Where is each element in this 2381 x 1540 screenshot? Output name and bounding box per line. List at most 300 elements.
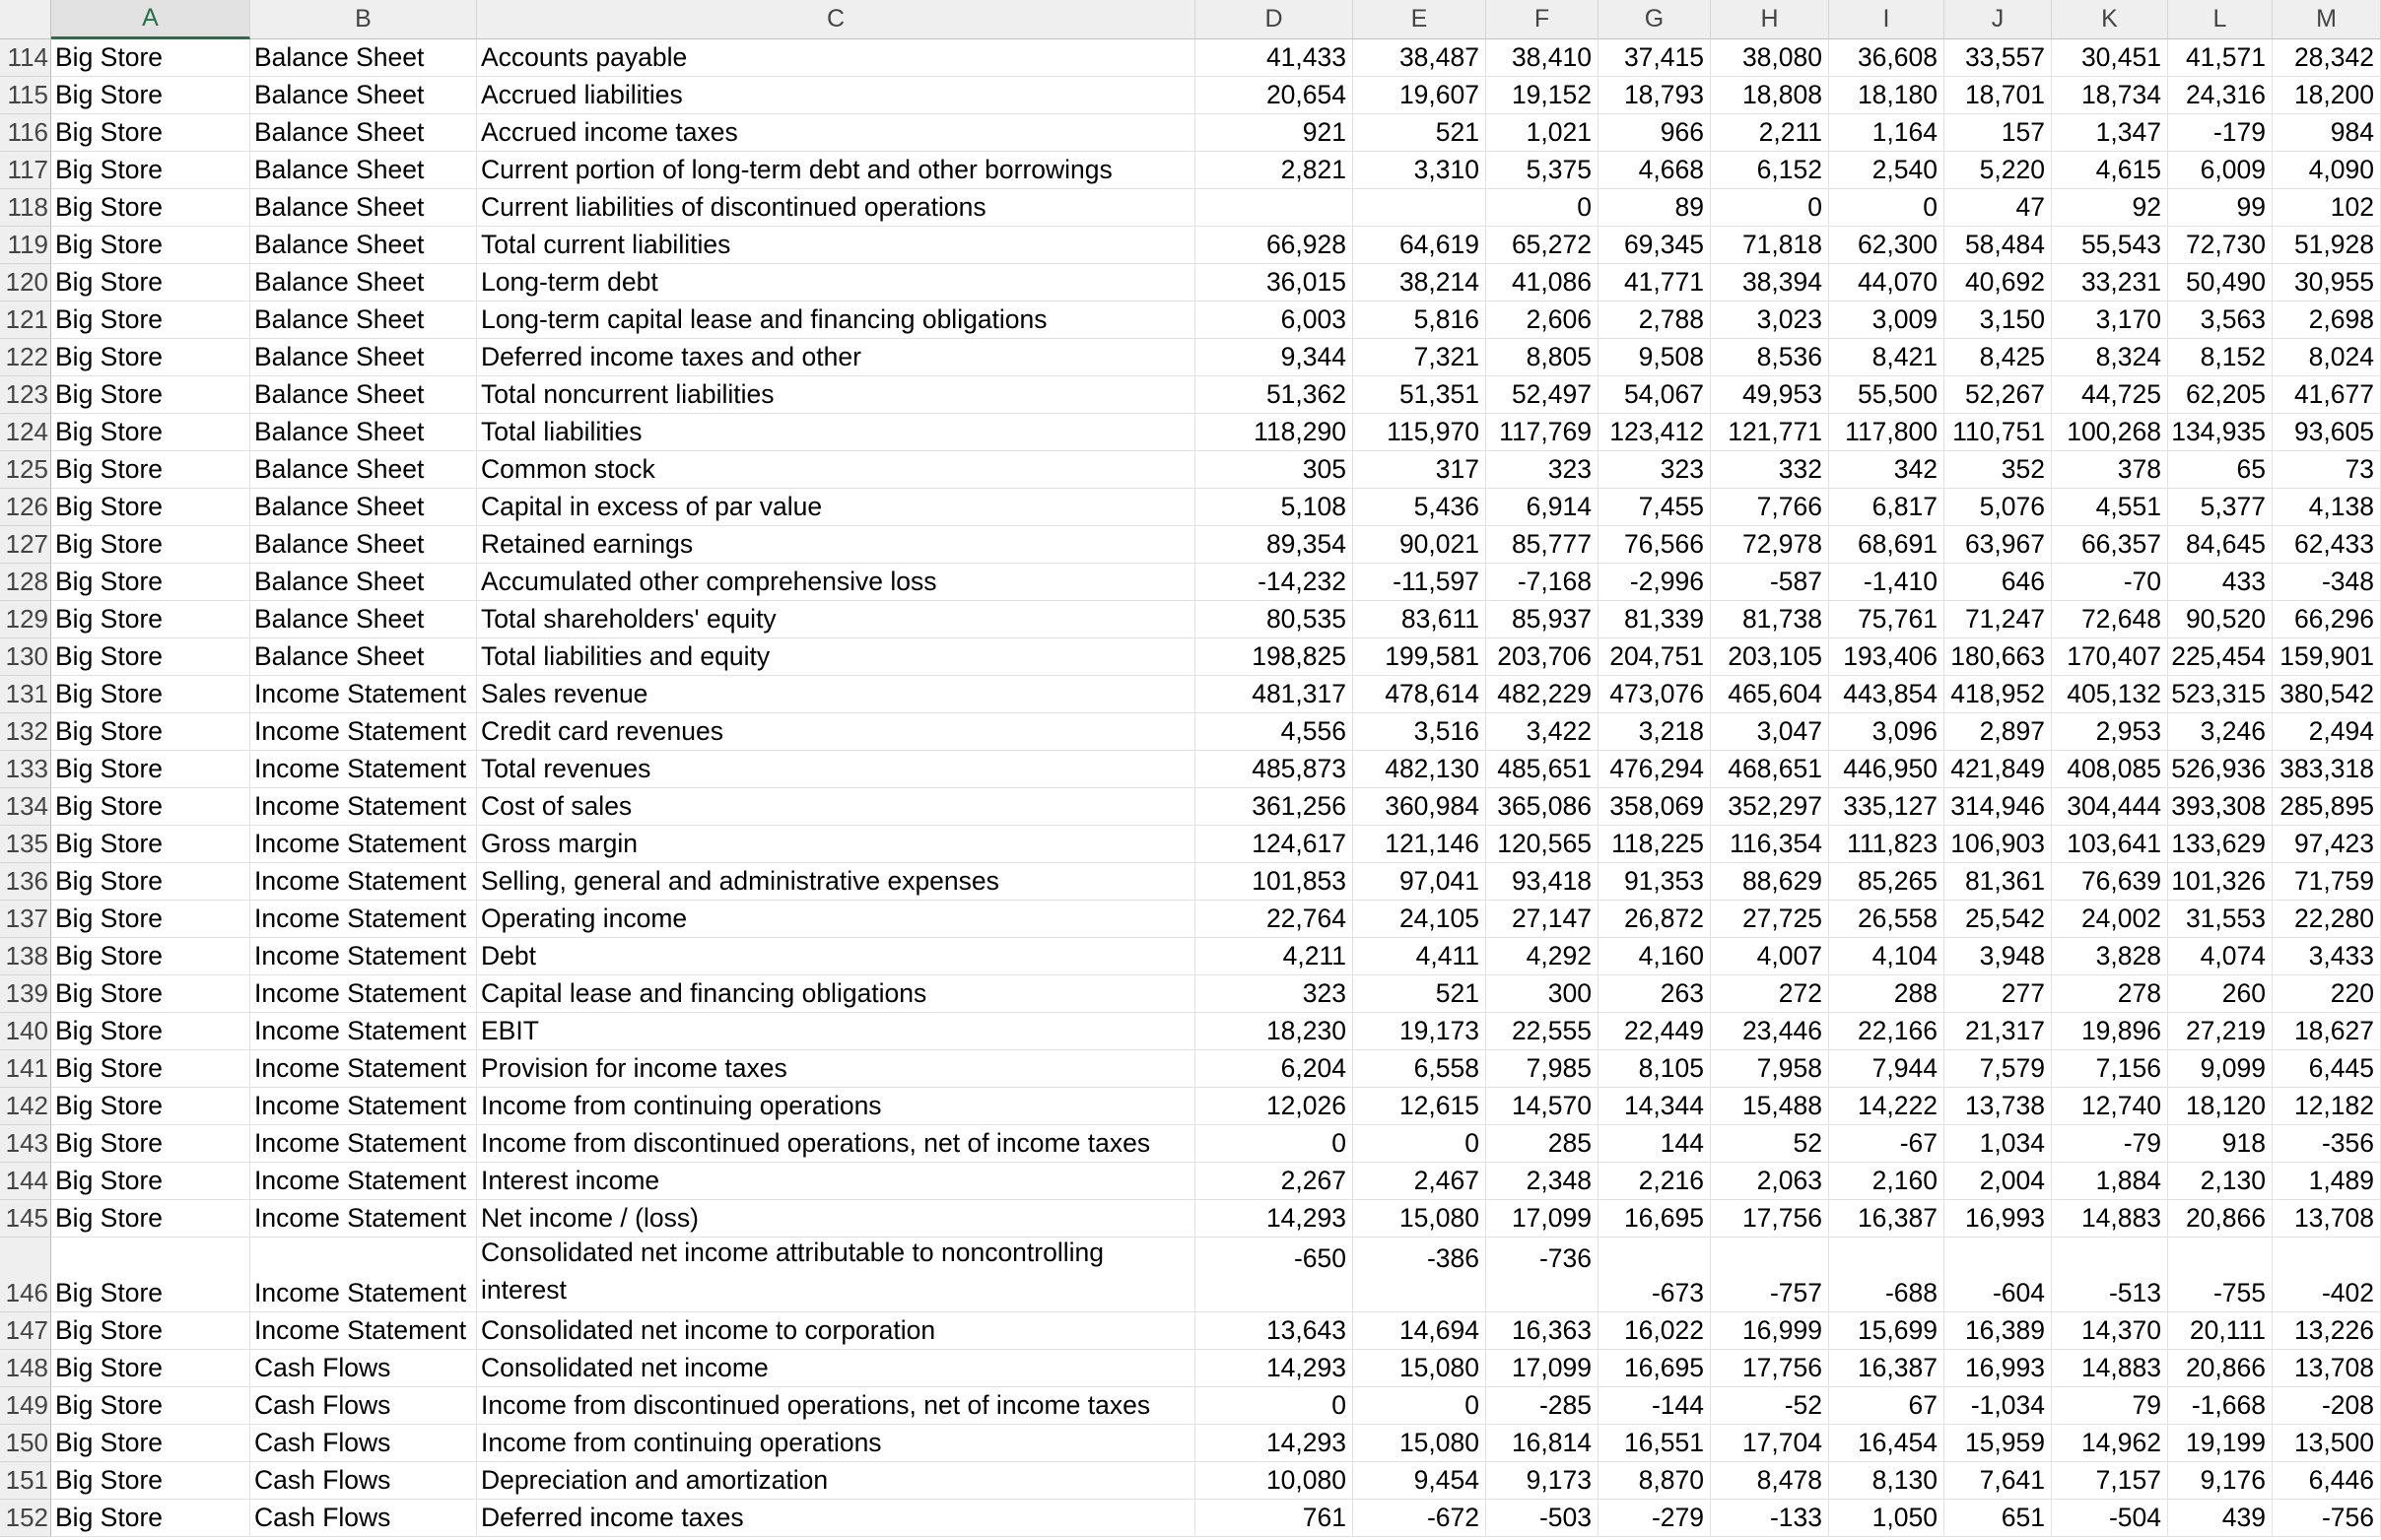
cell-m[interactable]: 30,955 [2273, 264, 2381, 301]
cell-h[interactable]: 8,478 [1711, 1462, 1829, 1500]
cell-f[interactable]: 41,086 [1486, 264, 1599, 301]
row-header[interactable]: 139 [0, 975, 51, 1013]
cell-c[interactable]: Deferred income taxes [477, 1500, 1195, 1537]
cell-k[interactable]: 170,407 [2052, 638, 2168, 676]
cell-f[interactable]: 17,099 [1486, 1350, 1599, 1387]
cell-b[interactable]: Balance Sheet [250, 339, 477, 376]
cell-j[interactable]: 16,993 [1944, 1350, 2052, 1387]
cell-k[interactable]: 4,551 [2052, 489, 2168, 526]
cell-k[interactable]: 76,639 [2052, 863, 2168, 901]
cell-e[interactable]: 3,310 [1353, 152, 1486, 189]
cell-c[interactable]: Accounts payable [477, 39, 1195, 77]
cell-d[interactable]: 14,293 [1195, 1350, 1353, 1387]
cell-a[interactable]: Big Store [51, 676, 250, 713]
cell-e[interactable]: 19,173 [1353, 1013, 1486, 1050]
cell-d[interactable]: 361,256 [1195, 788, 1353, 826]
column-header-a[interactable]: A [51, 0, 250, 39]
cell-l[interactable]: 6,009 [2168, 152, 2273, 189]
cell-g[interactable]: 2,216 [1599, 1163, 1711, 1200]
row-header[interactable]: 127 [0, 526, 51, 564]
cell-k[interactable]: 103,641 [2052, 826, 2168, 863]
cell-l[interactable]: 72,730 [2168, 227, 2273, 264]
cell-b[interactable]: Income Statement [250, 863, 477, 901]
cell-e[interactable]: 15,080 [1353, 1350, 1486, 1387]
row-header[interactable]: 150 [0, 1425, 51, 1462]
column-header-l[interactable]: L [2168, 0, 2273, 39]
cell-k[interactable]: 1,884 [2052, 1163, 2168, 1200]
cell-e[interactable]: 19,607 [1353, 77, 1486, 114]
cell-l[interactable]: 134,935 [2168, 414, 2273, 451]
cell-b[interactable]: Balance Sheet [250, 414, 477, 451]
cell-i[interactable]: 0 [1829, 189, 1944, 227]
cell-b[interactable]: Balance Sheet [250, 638, 477, 676]
cell-l[interactable]: -755 [2168, 1238, 2273, 1312]
cell-e[interactable]: 38,214 [1353, 264, 1486, 301]
cell-h[interactable]: 8,536 [1711, 339, 1829, 376]
cell-f[interactable]: 5,375 [1486, 152, 1599, 189]
cell-f[interactable]: 285 [1486, 1125, 1599, 1163]
cell-b[interactable]: Cash Flows [250, 1500, 477, 1537]
cell-k[interactable]: 66,357 [2052, 526, 2168, 564]
cell-e[interactable]: 115,970 [1353, 414, 1486, 451]
cell-e[interactable]: 15,080 [1353, 1200, 1486, 1238]
cell-i[interactable]: 62,300 [1829, 227, 1944, 264]
cell-i[interactable]: 85,265 [1829, 863, 1944, 901]
cell-h[interactable]: 272 [1711, 975, 1829, 1013]
cell-f[interactable]: -7,168 [1486, 564, 1599, 601]
cell-h[interactable]: 81,738 [1711, 601, 1829, 638]
cell-b[interactable]: Cash Flows [250, 1425, 477, 1462]
cell-g[interactable]: 16,695 [1599, 1350, 1711, 1387]
cell-k[interactable]: 44,725 [2052, 376, 2168, 414]
cell-b[interactable]: Income Statement [250, 938, 477, 975]
cell-d[interactable]: -14,232 [1195, 564, 1353, 601]
cell-i[interactable]: 68,691 [1829, 526, 1944, 564]
cell-l[interactable]: 18,120 [2168, 1088, 2273, 1125]
cell-k[interactable]: 3,170 [2052, 301, 2168, 339]
cell-m[interactable]: 6,445 [2273, 1050, 2381, 1088]
cell-l[interactable]: 27,219 [2168, 1013, 2273, 1050]
cell-d[interactable]: 761 [1195, 1500, 1353, 1537]
cell-g[interactable]: 9,508 [1599, 339, 1711, 376]
cell-l[interactable]: 24,316 [2168, 77, 2273, 114]
cell-c[interactable]: Net income / (loss) [477, 1200, 1195, 1238]
cell-i[interactable]: 22,166 [1829, 1013, 1944, 1050]
cell-k[interactable]: 14,883 [2052, 1350, 2168, 1387]
cell-m[interactable]: 13,708 [2273, 1350, 2381, 1387]
row-header[interactable]: 149 [0, 1387, 51, 1425]
cell-l[interactable]: 101,326 [2168, 863, 2273, 901]
row-header[interactable]: 148 [0, 1350, 51, 1387]
cell-d[interactable]: 12,026 [1195, 1088, 1353, 1125]
cell-a[interactable]: Big Store [51, 564, 250, 601]
cell-i[interactable]: 446,950 [1829, 751, 1944, 788]
cell-c[interactable]: Accrued liabilities [477, 77, 1195, 114]
cell-d[interactable]: 9,344 [1195, 339, 1353, 376]
cell-g[interactable]: 69,345 [1599, 227, 1711, 264]
cell-f[interactable]: 27,147 [1486, 901, 1599, 938]
cell-e[interactable]: -386 [1353, 1238, 1486, 1312]
cell-f[interactable]: 16,814 [1486, 1425, 1599, 1462]
cell-i[interactable]: 4,104 [1829, 938, 1944, 975]
cell-c[interactable]: Selling, general and administrative expenses [477, 863, 1195, 901]
cell-j[interactable]: 352 [1944, 451, 2052, 489]
cell-b[interactable]: Income Statement [250, 676, 477, 713]
cell-b[interactable]: Income Statement [250, 1013, 477, 1050]
row-header[interactable]: 125 [0, 451, 51, 489]
cell-j[interactable]: 47 [1944, 189, 2052, 227]
cell-k[interactable]: 4,615 [2052, 152, 2168, 189]
cell-c[interactable]: Cost of sales [477, 788, 1195, 826]
cell-l[interactable]: 31,553 [2168, 901, 2273, 938]
cell-k[interactable]: 7,156 [2052, 1050, 2168, 1088]
cell-k[interactable]: 2,953 [2052, 713, 2168, 751]
cell-f[interactable]: 7,985 [1486, 1050, 1599, 1088]
cell-g[interactable]: 144 [1599, 1125, 1711, 1163]
cell-m[interactable]: 4,090 [2273, 152, 2381, 189]
cell-k[interactable]: 12,740 [2052, 1088, 2168, 1125]
cell-j[interactable]: 277 [1944, 975, 2052, 1013]
cell-k[interactable]: 14,962 [2052, 1425, 2168, 1462]
cell-i[interactable]: 1,164 [1829, 114, 1944, 152]
cell-i[interactable]: 1,050 [1829, 1500, 1944, 1537]
cell-h[interactable]: 49,953 [1711, 376, 1829, 414]
cell-m[interactable]: 73 [2273, 451, 2381, 489]
cell-k[interactable]: -504 [2052, 1500, 2168, 1537]
cell-e[interactable]: 6,558 [1353, 1050, 1486, 1088]
cell-f[interactable]: 52,497 [1486, 376, 1599, 414]
row-header[interactable]: 116 [0, 114, 51, 152]
cell-j[interactable]: 106,903 [1944, 826, 2052, 863]
column-header-j[interactable]: J [1944, 0, 2052, 39]
cell-h[interactable]: 7,958 [1711, 1050, 1829, 1088]
cell-k[interactable]: -513 [2052, 1238, 2168, 1312]
cell-b[interactable]: Income Statement [250, 1163, 477, 1200]
cell-k[interactable]: 92 [2052, 189, 2168, 227]
cell-l[interactable]: 393,308 [2168, 788, 2273, 826]
cell-l[interactable]: -1,668 [2168, 1387, 2273, 1425]
cell-l[interactable]: 918 [2168, 1125, 2273, 1163]
cell-e[interactable]: 12,615 [1353, 1088, 1486, 1125]
cell-c[interactable]: Long-term debt [477, 264, 1195, 301]
column-header-e[interactable]: E [1353, 0, 1486, 39]
row-header[interactable]: 131 [0, 676, 51, 713]
cell-j[interactable]: 33,557 [1944, 39, 2052, 77]
cell-h[interactable]: -587 [1711, 564, 1829, 601]
row-header[interactable]: 122 [0, 339, 51, 376]
cell-h[interactable]: 4,007 [1711, 938, 1829, 975]
cell-d[interactable]: 6,003 [1195, 301, 1353, 339]
cell-a[interactable]: Big Store [51, 1500, 250, 1537]
cell-b[interactable]: Balance Sheet [250, 77, 477, 114]
cell-c[interactable]: Capital lease and financing obligations [477, 975, 1195, 1013]
cell-l[interactable]: 439 [2168, 1500, 2273, 1537]
cell-j[interactable]: 314,946 [1944, 788, 2052, 826]
cell-b[interactable]: Balance Sheet [250, 376, 477, 414]
cell-g[interactable]: 14,344 [1599, 1088, 1711, 1125]
cell-c[interactable]: Capital in excess of par value [477, 489, 1195, 526]
cell-m[interactable]: 66,296 [2273, 601, 2381, 638]
cell-a[interactable]: Big Store [51, 826, 250, 863]
cell-i[interactable]: 36,608 [1829, 39, 1944, 77]
cell-e[interactable]: 0 [1353, 1125, 1486, 1163]
row-header[interactable]: 147 [0, 1312, 51, 1350]
cell-d[interactable]: 124,617 [1195, 826, 1353, 863]
cell-e[interactable]: 97,041 [1353, 863, 1486, 901]
cell-a[interactable]: Big Store [51, 114, 250, 152]
cell-k[interactable]: 1,347 [2052, 114, 2168, 152]
cell-j[interactable]: 5,076 [1944, 489, 2052, 526]
cell-i[interactable]: 6,817 [1829, 489, 1944, 526]
row-header[interactable]: 126 [0, 489, 51, 526]
cell-a[interactable]: Big Store [51, 975, 250, 1013]
cell-g[interactable]: 476,294 [1599, 751, 1711, 788]
column-header-m[interactable]: M [2273, 0, 2381, 39]
cell-k[interactable]: 278 [2052, 975, 2168, 1013]
row-header[interactable]: 151 [0, 1462, 51, 1500]
cell-e[interactable]: 9,454 [1353, 1462, 1486, 1500]
cell-b[interactable]: Balance Sheet [250, 264, 477, 301]
cell-h[interactable]: -133 [1711, 1500, 1829, 1537]
cell-b[interactable]: Income Statement [250, 1238, 477, 1312]
cell-f[interactable]: 65,272 [1486, 227, 1599, 264]
cell-m[interactable]: -402 [2273, 1238, 2381, 1312]
cell-k[interactable]: -70 [2052, 564, 2168, 601]
cell-j[interactable]: 15,959 [1944, 1425, 2052, 1462]
cell-m[interactable]: 12,182 [2273, 1088, 2381, 1125]
cell-a[interactable]: Big Store [51, 1462, 250, 1500]
cell-g[interactable]: 89 [1599, 189, 1711, 227]
cell-i[interactable]: 117,800 [1829, 414, 1944, 451]
cell-c[interactable]: Total current liabilities [477, 227, 1195, 264]
cell-c[interactable]: Income from continuing operations [477, 1088, 1195, 1125]
cell-m[interactable]: -208 [2273, 1387, 2381, 1425]
row-header[interactable]: 114 [0, 39, 51, 77]
cell-f[interactable]: 117,769 [1486, 414, 1599, 451]
cell-h[interactable]: -757 [1711, 1238, 1829, 1312]
cell-b[interactable]: Balance Sheet [250, 451, 477, 489]
column-header-f[interactable]: F [1486, 0, 1599, 39]
cell-g[interactable]: 123,412 [1599, 414, 1711, 451]
cell-l[interactable]: 41,571 [2168, 39, 2273, 77]
cell-b[interactable]: Income Statement [250, 901, 477, 938]
cell-k[interactable]: 304,444 [2052, 788, 2168, 826]
cell-f[interactable]: 85,777 [1486, 526, 1599, 564]
cell-c[interactable]: Income from discontinued operations, net of income taxes [477, 1387, 1195, 1425]
cell-k[interactable]: 33,231 [2052, 264, 2168, 301]
cell-a[interactable]: Big Store [51, 1088, 250, 1125]
cell-a[interactable]: Big Store [51, 713, 250, 751]
cell-i[interactable]: 335,127 [1829, 788, 1944, 826]
cell-k[interactable]: 405,132 [2052, 676, 2168, 713]
cell-f[interactable]: 8,805 [1486, 339, 1599, 376]
cell-i[interactable]: 342 [1829, 451, 1944, 489]
cell-i[interactable]: -67 [1829, 1125, 1944, 1163]
cell-e[interactable]: 478,614 [1353, 676, 1486, 713]
cell-l[interactable]: 5,377 [2168, 489, 2273, 526]
cell-c[interactable]: Accrued income taxes [477, 114, 1195, 152]
cell-b[interactable]: Balance Sheet [250, 526, 477, 564]
cell-k[interactable]: 55,543 [2052, 227, 2168, 264]
row-header[interactable]: 135 [0, 826, 51, 863]
cell-c[interactable]: Debt [477, 938, 1195, 975]
cell-e[interactable]: 521 [1353, 975, 1486, 1013]
cell-f[interactable]: 203,706 [1486, 638, 1599, 676]
cell-h[interactable]: 72,978 [1711, 526, 1829, 564]
select-all-corner[interactable] [0, 0, 51, 39]
cell-d[interactable]: 20,654 [1195, 77, 1353, 114]
cell-m[interactable]: 8,024 [2273, 339, 2381, 376]
cell-m[interactable]: 380,542 [2273, 676, 2381, 713]
cell-g[interactable]: 76,566 [1599, 526, 1711, 564]
cell-f[interactable]: 2,606 [1486, 301, 1599, 339]
cell-i[interactable]: 193,406 [1829, 638, 1944, 676]
cell-b[interactable]: Cash Flows [250, 1387, 477, 1425]
cell-h[interactable]: 121,771 [1711, 414, 1829, 451]
cell-i[interactable]: 67 [1829, 1387, 1944, 1425]
cell-m[interactable]: 2,494 [2273, 713, 2381, 751]
cell-j[interactable]: 3,948 [1944, 938, 2052, 975]
cell-a[interactable]: Big Store [51, 788, 250, 826]
cell-g[interactable]: 473,076 [1599, 676, 1711, 713]
cell-h[interactable]: -52 [1711, 1387, 1829, 1425]
cell-l[interactable]: 62,205 [2168, 376, 2273, 414]
cell-d[interactable]: 22,764 [1195, 901, 1353, 938]
cell-d[interactable]: 481,317 [1195, 676, 1353, 713]
cell-f[interactable]: 9,173 [1486, 1462, 1599, 1500]
cell-c[interactable]: Credit card revenues [477, 713, 1195, 751]
cell-c[interactable]: Interest income [477, 1163, 1195, 1200]
cell-l[interactable]: 225,454 [2168, 638, 2273, 676]
cell-j[interactable]: 180,663 [1944, 638, 2052, 676]
cell-j[interactable]: 13,738 [1944, 1088, 2052, 1125]
cell-m[interactable]: 1,489 [2273, 1163, 2381, 1200]
cell-e[interactable]: 317 [1353, 451, 1486, 489]
cell-b[interactable]: Income Statement [250, 751, 477, 788]
row-header[interactable]: 138 [0, 938, 51, 975]
cell-c[interactable]: Sales revenue [477, 676, 1195, 713]
cell-c[interactable]: Current portion of long-term debt and other borrowings [477, 152, 1195, 189]
cell-d[interactable]: 10,080 [1195, 1462, 1353, 1500]
cell-m[interactable]: -356 [2273, 1125, 2381, 1163]
cell-h[interactable]: 3,023 [1711, 301, 1829, 339]
cell-b[interactable]: Balance Sheet [250, 489, 477, 526]
cell-g[interactable]: 358,069 [1599, 788, 1711, 826]
cell-b[interactable]: Income Statement [250, 826, 477, 863]
cell-b[interactable]: Balance Sheet [250, 301, 477, 339]
column-header-c[interactable]: C [477, 0, 1195, 39]
cell-i[interactable]: 3,009 [1829, 301, 1944, 339]
row-header[interactable]: 115 [0, 77, 51, 114]
cell-c[interactable]: Total liabilities and equity [477, 638, 1195, 676]
cell-a[interactable]: Big Store [51, 1387, 250, 1425]
cell-h[interactable]: 332 [1711, 451, 1829, 489]
row-header[interactable]: 121 [0, 301, 51, 339]
cell-m[interactable]: 159,901 [2273, 638, 2381, 676]
cell-m[interactable]: -348 [2273, 564, 2381, 601]
cell-i[interactable]: 111,823 [1829, 826, 1944, 863]
cell-f[interactable]: 2,348 [1486, 1163, 1599, 1200]
cell-b[interactable]: Income Statement [250, 975, 477, 1013]
cell-e[interactable]: -672 [1353, 1500, 1486, 1537]
cell-g[interactable]: 323 [1599, 451, 1711, 489]
cell-a[interactable]: Big Store [51, 1125, 250, 1163]
cell-l[interactable]: 84,645 [2168, 526, 2273, 564]
cell-a[interactable]: Big Store [51, 489, 250, 526]
cell-m[interactable]: 13,708 [2273, 1200, 2381, 1238]
cell-d[interactable]: 14,293 [1195, 1425, 1353, 1462]
cell-e[interactable]: 15,080 [1353, 1425, 1486, 1462]
cell-e[interactable]: 24,105 [1353, 901, 1486, 938]
cell-d[interactable]: 41,433 [1195, 39, 1353, 77]
cell-f[interactable]: 38,410 [1486, 39, 1599, 77]
cell-d[interactable]: 323 [1195, 975, 1353, 1013]
cell-m[interactable]: 18,627 [2273, 1013, 2381, 1050]
cell-m[interactable]: 18,200 [2273, 77, 2381, 114]
cell-e[interactable]: 2,467 [1353, 1163, 1486, 1200]
cell-a[interactable]: Big Store [51, 339, 250, 376]
column-header-k[interactable]: K [2052, 0, 2168, 39]
cell-i[interactable]: 443,854 [1829, 676, 1944, 713]
cell-d[interactable]: 101,853 [1195, 863, 1353, 901]
cell-f[interactable]: -285 [1486, 1387, 1599, 1425]
cell-l[interactable]: 90,520 [2168, 601, 2273, 638]
cell-d[interactable]: 2,267 [1195, 1163, 1353, 1200]
cell-k[interactable]: 100,268 [2052, 414, 2168, 451]
cell-c[interactable]: Total liabilities [477, 414, 1195, 451]
row-header[interactable]: 144 [0, 1163, 51, 1200]
cell-c[interactable]: Retained earnings [477, 526, 1195, 564]
cell-a[interactable]: Big Store [51, 451, 250, 489]
cell-d[interactable]: 4,556 [1195, 713, 1353, 751]
cell-a[interactable]: Big Store [51, 601, 250, 638]
cell-e[interactable]: 121,146 [1353, 826, 1486, 863]
cell-l[interactable]: 9,099 [2168, 1050, 2273, 1088]
cell-h[interactable]: 38,080 [1711, 39, 1829, 77]
cell-k[interactable]: 14,370 [2052, 1312, 2168, 1350]
column-header-d[interactable]: D [1195, 0, 1353, 39]
cell-h[interactable]: 3,047 [1711, 713, 1829, 751]
cell-h[interactable]: 465,604 [1711, 676, 1829, 713]
cell-c[interactable]: Total shareholders' equity [477, 601, 1195, 638]
cell-a[interactable]: Big Store [51, 901, 250, 938]
cell-k[interactable]: 378 [2052, 451, 2168, 489]
cell-h[interactable]: 18,808 [1711, 77, 1829, 114]
cell-m[interactable]: 62,433 [2273, 526, 2381, 564]
cell-m[interactable]: 984 [2273, 114, 2381, 152]
cell-j[interactable]: 2,004 [1944, 1163, 2052, 1200]
cell-c[interactable]: Income from discontinued operations, net of income taxes [477, 1125, 1195, 1163]
cell-k[interactable]: 8,324 [2052, 339, 2168, 376]
cell-l[interactable]: 20,111 [2168, 1312, 2273, 1350]
cell-a[interactable]: Big Store [51, 1050, 250, 1088]
cell-b[interactable]: Income Statement [250, 1088, 477, 1125]
cell-j[interactable]: 16,389 [1944, 1312, 2052, 1350]
cell-f[interactable]: 93,418 [1486, 863, 1599, 901]
row-header[interactable]: 140 [0, 1013, 51, 1050]
cell-k[interactable]: 3,828 [2052, 938, 2168, 975]
row-header[interactable]: 142 [0, 1088, 51, 1125]
cell-f[interactable]: 85,937 [1486, 601, 1599, 638]
cell-m[interactable]: 2,698 [2273, 301, 2381, 339]
cell-i[interactable]: 3,096 [1829, 713, 1944, 751]
cell-g[interactable]: -673 [1599, 1238, 1711, 1312]
cell-d[interactable] [1195, 189, 1353, 227]
cell-c[interactable]: Total noncurrent liabilities [477, 376, 1195, 414]
cell-d[interactable]: 6,204 [1195, 1050, 1353, 1088]
row-header[interactable]: 132 [0, 713, 51, 751]
cell-i[interactable]: 16,387 [1829, 1350, 1944, 1387]
